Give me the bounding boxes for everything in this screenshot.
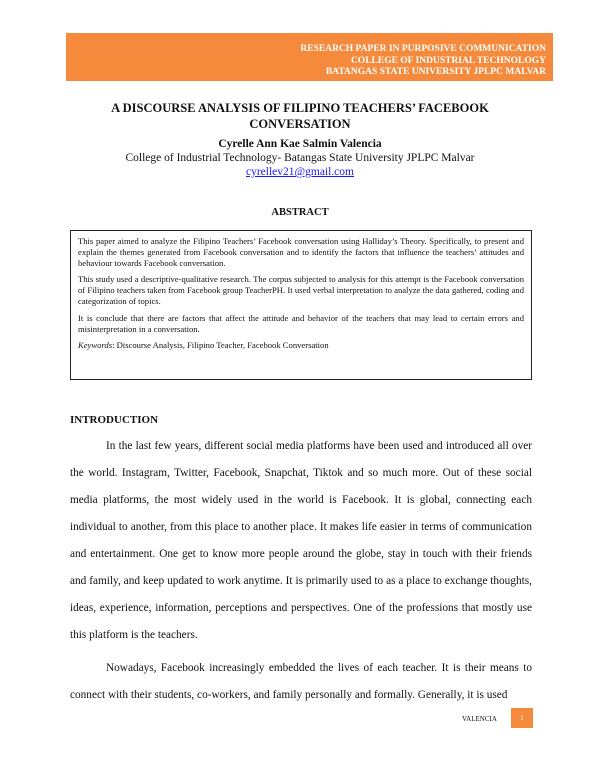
introduction-paragraph-1: In the last few years, different social media platforms have been used and introduced all over the world. Instagram, Twitter, Facebook, Snapchat, Tiktok and so much more. Out of these social media platforms, the most widely used in the world is Facebook. It is global, connecting each individual to another, from this place to another place. It makes life easier in terms of communication and entertainment. One get to know more people around the globe, stay in touch with their friends and family, and keep updated to work anytime. It is primarily used to as a place to exchange thoughts, ideas, experience, information, perceptions and perspectives. One of the professions that mostly use this platform is the teachers. [70,440,532,641]
abstract-paragraph-3: It is conclude that there are factors that affect the attitude and behavior of the teachers that may lead to certain errors and misinterpretation in a conversation. [78,312,524,334]
author-name: Cyrelle Ann Kae Salmin Valencia [218,138,382,150]
author-affiliation: College of Industrial Technology- Batangas State University JPLPC Malvar [125,152,475,164]
header-band [66,33,553,81]
header-line-2: COLLEGE OF INDUSTRIAL TECHNOLOGY [350,55,546,66]
author-email-line [70,166,530,178]
abstract-heading: ABSTRACT [271,207,329,218]
page-number: 1 [511,708,533,728]
abstract-keywords [78,340,524,351]
footer-author: VALENCIA [462,715,497,723]
introduction-heading: INTRODUCTION [70,414,159,426]
abstract-box [70,230,532,380]
header-line-1: RESEARCH PAPER IN PURPOSIVE COMMUNICATION [300,44,546,54]
paper-title [70,100,530,132]
header-line-3: BATANGAS STATE UNIVERSITY JPLPC MALVAR [325,67,546,77]
author-email-link[interactable]: cyrellev21@gmail.com [246,166,354,178]
keywords-list: : Discourse Analysis, Filipino Teacher, Facebook Conversation [112,339,329,350]
abstract-paragraph-2: This study used a descriptive-qualitative research. The corpus subjected to analysis for this attempt is the Facebook conversation of Filipino teachers taken from Facebook group TeacherPH. It used verbal interpretation to analyze the data gathered, coding and categorization of topics. [78,274,524,307]
abstract-paragraph-1: This paper aimed to analyze the Filipino Teachers’ Facebook conversation using Halliday’s Theory. Specifically, to present and explain the themes generated from Facebook conversation and to identify the factors that influence the teachers’ attitudes and behaviour towards Facebook conversation. [78,236,524,269]
introduction-paragraph-2: Nowadays, Facebook increasingly embedded the lives of each teacher. It is their means to connect with their students, co-workers, and family personally and formally. Generally, it is used [70,662,532,701]
title-line-1: A DISCOURSE ANALYSIS OF FILIPINO TEACHERS’ FACEBOOK [111,101,489,115]
title-line-2: CONVERSATION [249,117,351,131]
keywords-label: Keywords [78,339,113,350]
